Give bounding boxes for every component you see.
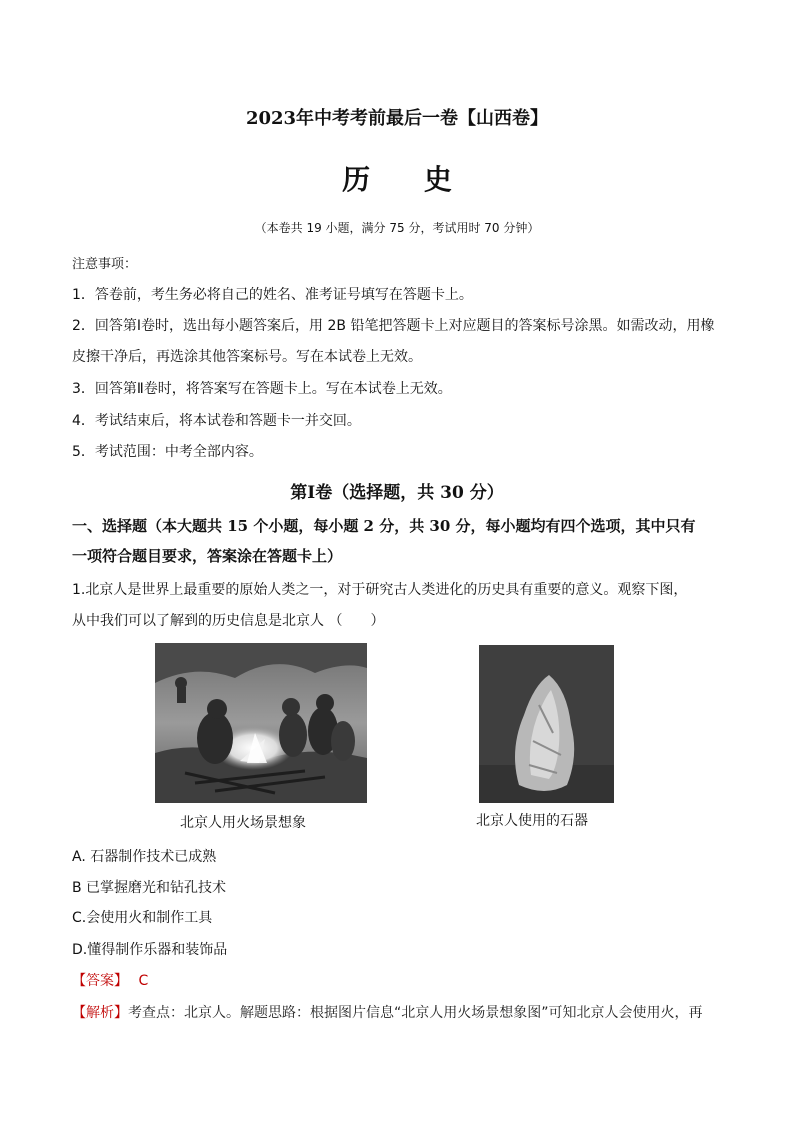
part-heading: 一、选择题（本大题共 15 个小题，每小题 2 分，共 30 分，每小题均有四个选项，其中只有 bbox=[72, 517, 696, 535]
option-b: B 已掌握磨光和钻孔技术 bbox=[72, 880, 227, 896]
answer-value: C bbox=[138, 973, 149, 989]
stone-tool-image bbox=[479, 645, 614, 803]
question-stem: 从中我们可以了解到的历史信息是北京人 （ ） bbox=[72, 613, 385, 629]
note-item: 5．考试范围：中考全部内容。 bbox=[72, 444, 263, 460]
note-item: 4．考试结束后，将本试卷和答题卡一并交回。 bbox=[72, 413, 361, 429]
analysis-label: 【解析】 bbox=[72, 1005, 128, 1021]
exam-title: 2023年中考考前最后一卷【山西卷】 bbox=[245, 108, 549, 129]
option-c: C.会使用火和制作工具 bbox=[72, 910, 213, 926]
fire-scene-illustration bbox=[155, 643, 367, 803]
question-stem: 1.北京人是世界上最重要的原始人类之一，对于研究古人类进化的历史具有重要的意义。观察下图， bbox=[72, 582, 688, 598]
section-title: 第Ⅰ卷（选择题，共 30 分） bbox=[290, 483, 504, 503]
note-item: 3．回答第Ⅱ卷时，将答案写在答题卡上。写在本试卷上无效。 bbox=[72, 381, 452, 397]
subject-title: 历 史 bbox=[342, 163, 474, 196]
answer-label: 【答案】 bbox=[72, 973, 128, 989]
note-item: 1．答卷前，考生务必将自己的姓名、准考证号填写在答题卡上。 bbox=[72, 287, 473, 303]
option-a: A. 石器制作技术已成熟 bbox=[72, 849, 217, 865]
image2-caption: 北京人使用的石器 bbox=[476, 813, 588, 829]
notes-heading: 注意事项： bbox=[72, 257, 138, 272]
peking-man-fire-image bbox=[155, 643, 367, 803]
note-item: 2．回答第Ⅰ卷时，选出每小题答案后，用 2B 铅笔把答题卡上对应题目的答案标号涂黑。如需改动，用橡 bbox=[72, 318, 715, 334]
note-item: 皮擦干净后，再选涂其他答案标号。写在本试卷上无效。 bbox=[72, 349, 422, 365]
option-d: D.懂得制作乐器和装饰品 bbox=[72, 942, 228, 958]
image1-caption: 北京人用火场景想象 bbox=[180, 815, 306, 831]
exam-meta: （本卷共 19 小题，满分 75 分，考试用时 70 分钟） bbox=[254, 221, 540, 235]
stone-tool-illustration bbox=[479, 645, 614, 803]
part-heading: 一项符合题目要求，答案涂在答题卡上） bbox=[72, 547, 343, 565]
answer-line bbox=[72, 970, 148, 990]
analysis-text: 考查点：北京人。解题思路：根据图片信息“北京人用火场景想象图”可知北京人会使用火，再 bbox=[128, 1005, 703, 1021]
analysis-line bbox=[72, 1002, 703, 1022]
